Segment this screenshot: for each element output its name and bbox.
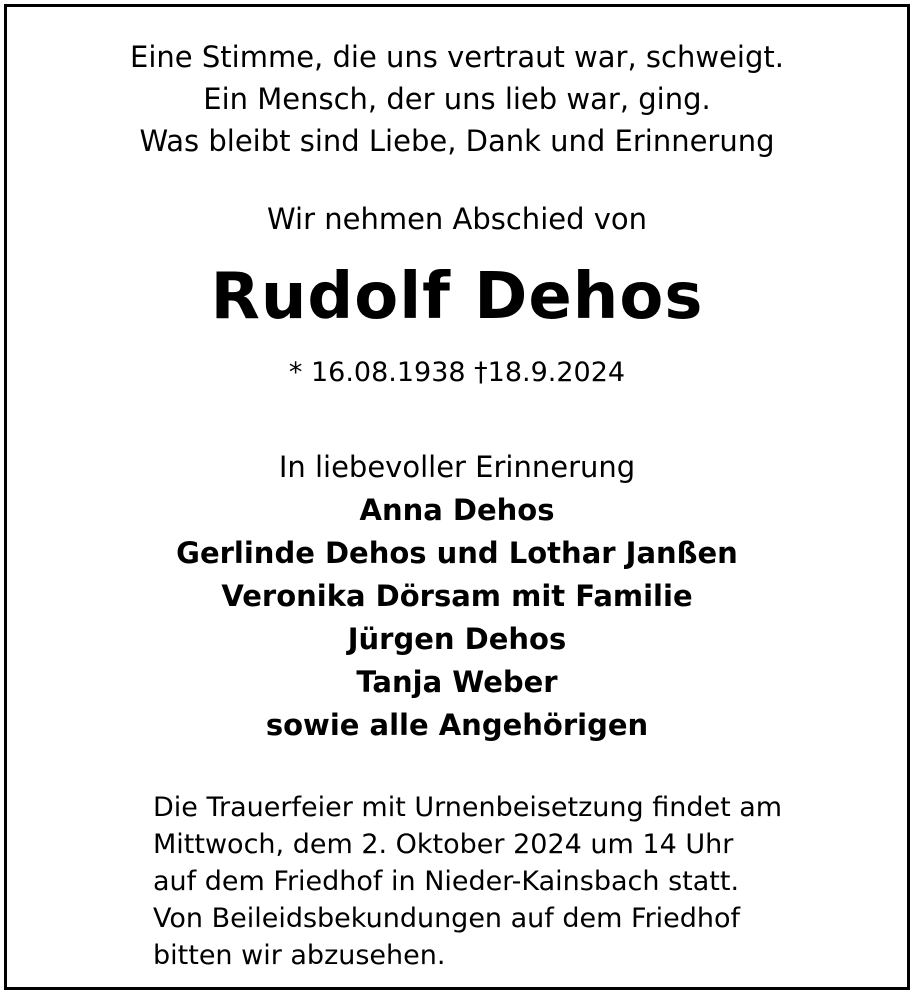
service-line: Mittwoch, dem 2. Oktober 2024 um 14 Uhr [153, 829, 734, 860]
mourner-name: Tanja Weber [356, 665, 558, 699]
intro-text: Wir nehmen Abschied von [266, 202, 648, 236]
service-line: Die Trauerfeier mit Urnenbeisetzung findet am [153, 792, 783, 823]
mourner-name: Anna Dehos [359, 493, 555, 527]
obituary-notice [4, 4, 910, 990]
mourner-name: Veronika Dörsam mit Familie [221, 579, 693, 613]
verse-line-3: Was bleibt sind Liebe, Dank und Erinnerung [139, 124, 775, 158]
service-line: Von Beileidsbekundungen auf dem Friedhof [153, 903, 741, 934]
funeral-service-info [153, 789, 782, 974]
life-dates: * 16.08.1938 †18.9.2024 [288, 357, 626, 388]
mourner-name: Jürgen Dehos [347, 622, 567, 656]
mourner-name: sowie alle Angehörigen [265, 708, 649, 742]
memory-label: In liebevoller Erinnerung [278, 450, 636, 484]
mourner-name: Gerlinde Dehos und Lothar Janßen [176, 536, 738, 570]
deceased-name: Rudolf Dehos [210, 260, 704, 334]
service-line: bitten wir abzusehen. [153, 940, 446, 971]
verse-line-1: Eine Stimme, die uns vertraut war, schweigt. [130, 40, 784, 74]
service-line: auf dem Friedhof in Nieder-Kainsbach statt. [153, 866, 740, 897]
verse-line-2: Ein Mensch, der uns lieb war, ging. [203, 82, 711, 116]
